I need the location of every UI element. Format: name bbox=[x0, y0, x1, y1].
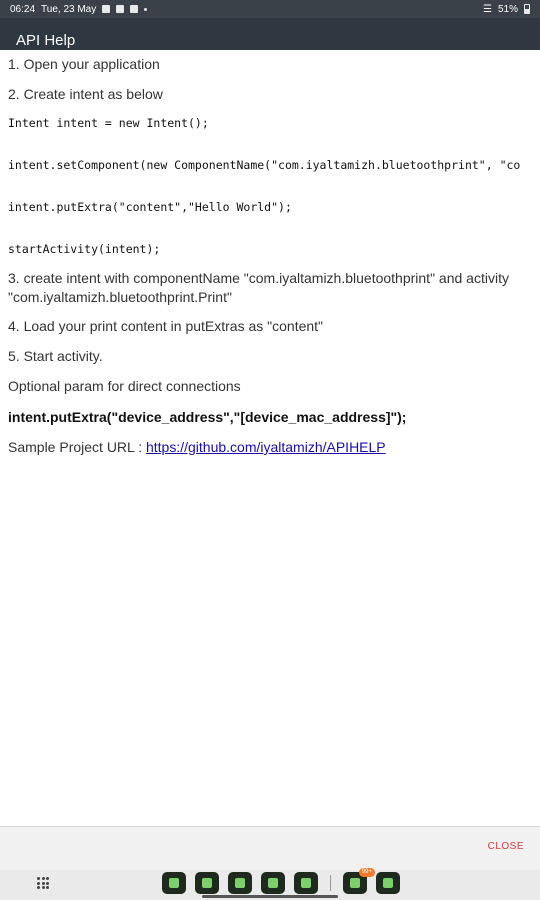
status-date: Tue, 23 May bbox=[41, 3, 97, 15]
step-2-text: 2. Create intent as below bbox=[8, 86, 163, 102]
app-drawer-icon[interactable] bbox=[37, 877, 49, 889]
close-button[interactable]: CLOSE bbox=[487, 841, 524, 852]
dialog-action-bar bbox=[0, 826, 540, 870]
step-4-text: 4. Load your print content in putExtras as "content" bbox=[8, 318, 324, 334]
cloud-notification-icon bbox=[130, 5, 138, 13]
step-5-text: 5. Start activity. bbox=[8, 348, 103, 364]
battery-icon bbox=[524, 4, 530, 14]
optional-param-label: Optional param for direct connections bbox=[8, 378, 241, 394]
status-bar bbox=[0, 0, 540, 18]
dialog-title-bar bbox=[0, 18, 540, 50]
more-notifications-icon bbox=[144, 8, 147, 11]
step-1-text: 1. Open your application bbox=[8, 56, 160, 72]
notification-badge: 99+ bbox=[359, 868, 375, 877]
step-3-continued-text: "com.iyaltamizh.bluetoothprint.Print" bbox=[8, 289, 232, 305]
files-app-icon[interactable] bbox=[162, 872, 186, 894]
sample-project-link[interactable]: https://github.com/iyaltamizh/APIHELP bbox=[145, 439, 386, 455]
code-line-start-activity: startActivity(intent); bbox=[8, 242, 161, 256]
notes-app-icon[interactable] bbox=[195, 872, 219, 894]
sample-project-line bbox=[8, 439, 386, 455]
message-notification-icon bbox=[116, 5, 124, 13]
dialog-title: API Help bbox=[16, 32, 76, 49]
step-3-text: 3. create intent with componentName "com.iyaltamizh.bluetoothprint" and activity bbox=[8, 270, 509, 286]
device-address-param: intent.putExtra("device_address","[device_mac_address]"); bbox=[8, 409, 407, 425]
dialog-content[interactable] bbox=[0, 50, 540, 826]
scanner-app-icon[interactable] bbox=[261, 872, 285, 894]
sample-project-label: Sample Project URL : bbox=[8, 439, 146, 455]
gallery-notification-icon bbox=[102, 5, 110, 13]
video-app-icon[interactable] bbox=[376, 872, 400, 894]
contacts-app-icon[interactable] bbox=[228, 872, 252, 894]
status-time: 06:24 bbox=[10, 3, 36, 15]
calculator-app-icon[interactable] bbox=[294, 872, 318, 894]
wifi-icon: ☰ bbox=[483, 3, 492, 15]
telegram-app-icon[interactable] bbox=[343, 869, 372, 894]
battery-percent: 51% bbox=[497, 3, 518, 15]
home-gesture-bar[interactable] bbox=[202, 895, 338, 898]
status-right bbox=[483, 4, 530, 15]
code-line-set-component: intent.setComponent(new ComponentName("com.iyaltamizh.bluetoothprint", "co bbox=[8, 158, 521, 172]
status-left bbox=[10, 4, 147, 15]
code-line-put-extra: intent.putExtra("content","Hello World"); bbox=[8, 200, 292, 214]
taskbar-dock bbox=[162, 869, 400, 894]
dock-separator bbox=[330, 875, 331, 891]
code-line-new-intent: Intent intent = new Intent(); bbox=[8, 116, 209, 130]
